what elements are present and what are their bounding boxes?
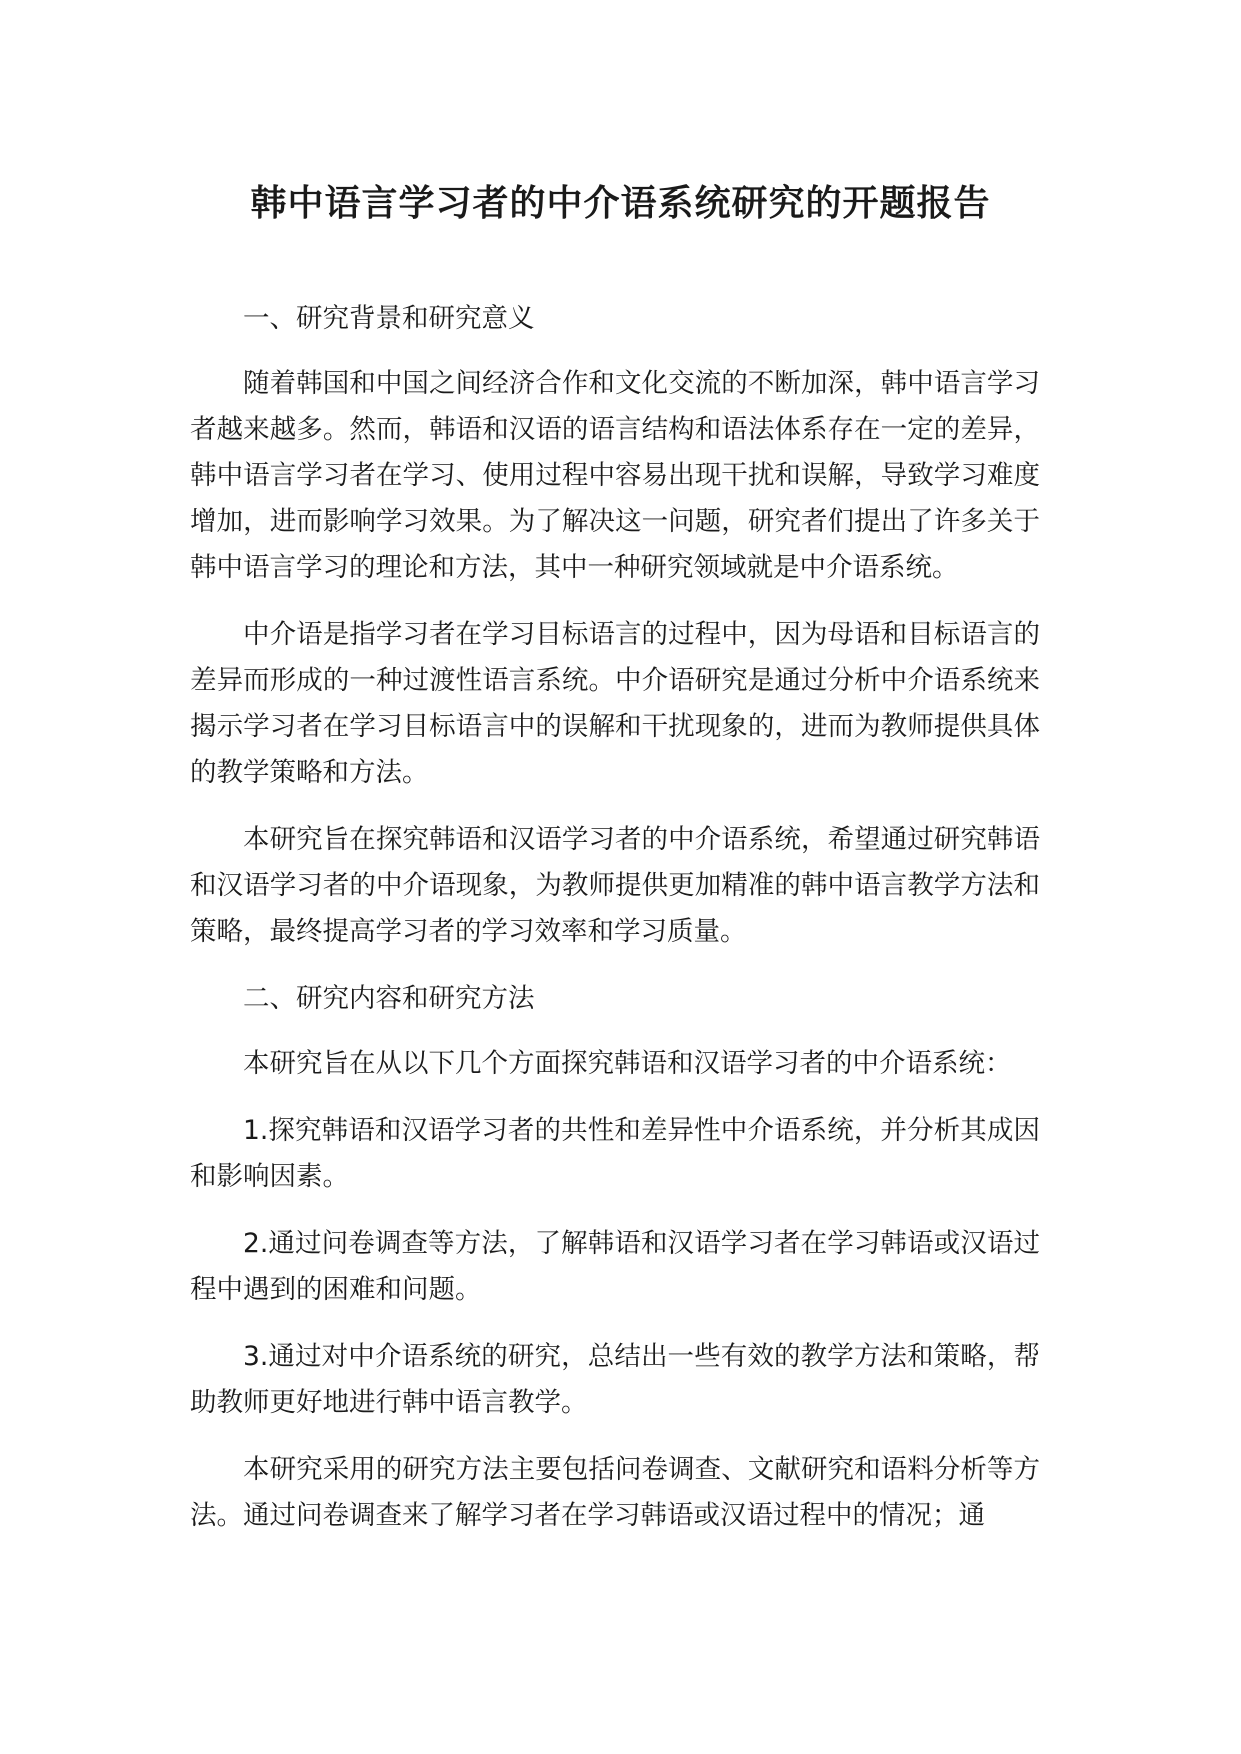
list-item-1: 1.探究韩语和汉语学习者的共性和差异性中介语系统，并分析其成因和影响因素。: [190, 1115, 1040, 1192]
paragraph-interlanguage-definition: 中介语是指学习者在学习目标语言的过程中，因为母语和目标语言的差异而形成的一种过渡性语言系统。中介语研究是通过分析中介语系统来揭示学习者在学习目标语言中的误解和干扰现象的，进而为教师提供具体的教学策略和方法。: [190, 619, 1040, 788]
document-body: [190, 296, 1040, 1560]
paragraph-background: 随着韩国和中国之间经济合作和文化交流的不断加深，韩中语言学习者越来越多。然而，韩语和汉语的语言结构和语法体系存在一定的差异，韩中语言学习者在学习、使用过程中容易出现干扰和误解，导致学习难度增加，进而影响学习效果。为了解决这一问题，研究者们提出了许多关于韩中语言学习的理论和方法，其中一种研究领域就是中介语系统。: [190, 368, 1040, 583]
list-item-2: 2.通过问卷调查等方法，了解韩语和汉语学习者在学习韩语或汉语过程中遇到的困难和问题。: [190, 1228, 1040, 1305]
section-heading-methods: 二、研究内容和研究方法: [243, 983, 535, 1014]
paragraph-research-aim: 本研究旨在探究韩语和汉语学习者的中介语系统，希望通过研究韩语和汉语学习者的中介语现象，为教师提供更加精准的韩中语言教学方法和策略，最终提高学习者的学习效率和学习质量。: [190, 824, 1040, 947]
paragraph-research-aspects-intro: 本研究旨在从以下几个方面探究韩语和汉语学习者的中介语系统：: [243, 1048, 1012, 1079]
document-title: 韩中语言学习者的中介语系统研究的开题报告: [250, 183, 991, 224]
section-heading-background: 一、研究背景和研究意义: [243, 303, 535, 334]
paragraph-research-methods: 本研究采用的研究方法主要包括问卷调查、文献研究和语料分析等方法。通过问卷调查来了解学习者在学习韩语或汉语过程中的情况；通: [190, 1454, 1040, 1531]
list-item-3: 3.通过对中介语系统的研究，总结出一些有效的教学方法和策略，帮助教师更好地进行韩中语言教学。: [190, 1341, 1040, 1418]
